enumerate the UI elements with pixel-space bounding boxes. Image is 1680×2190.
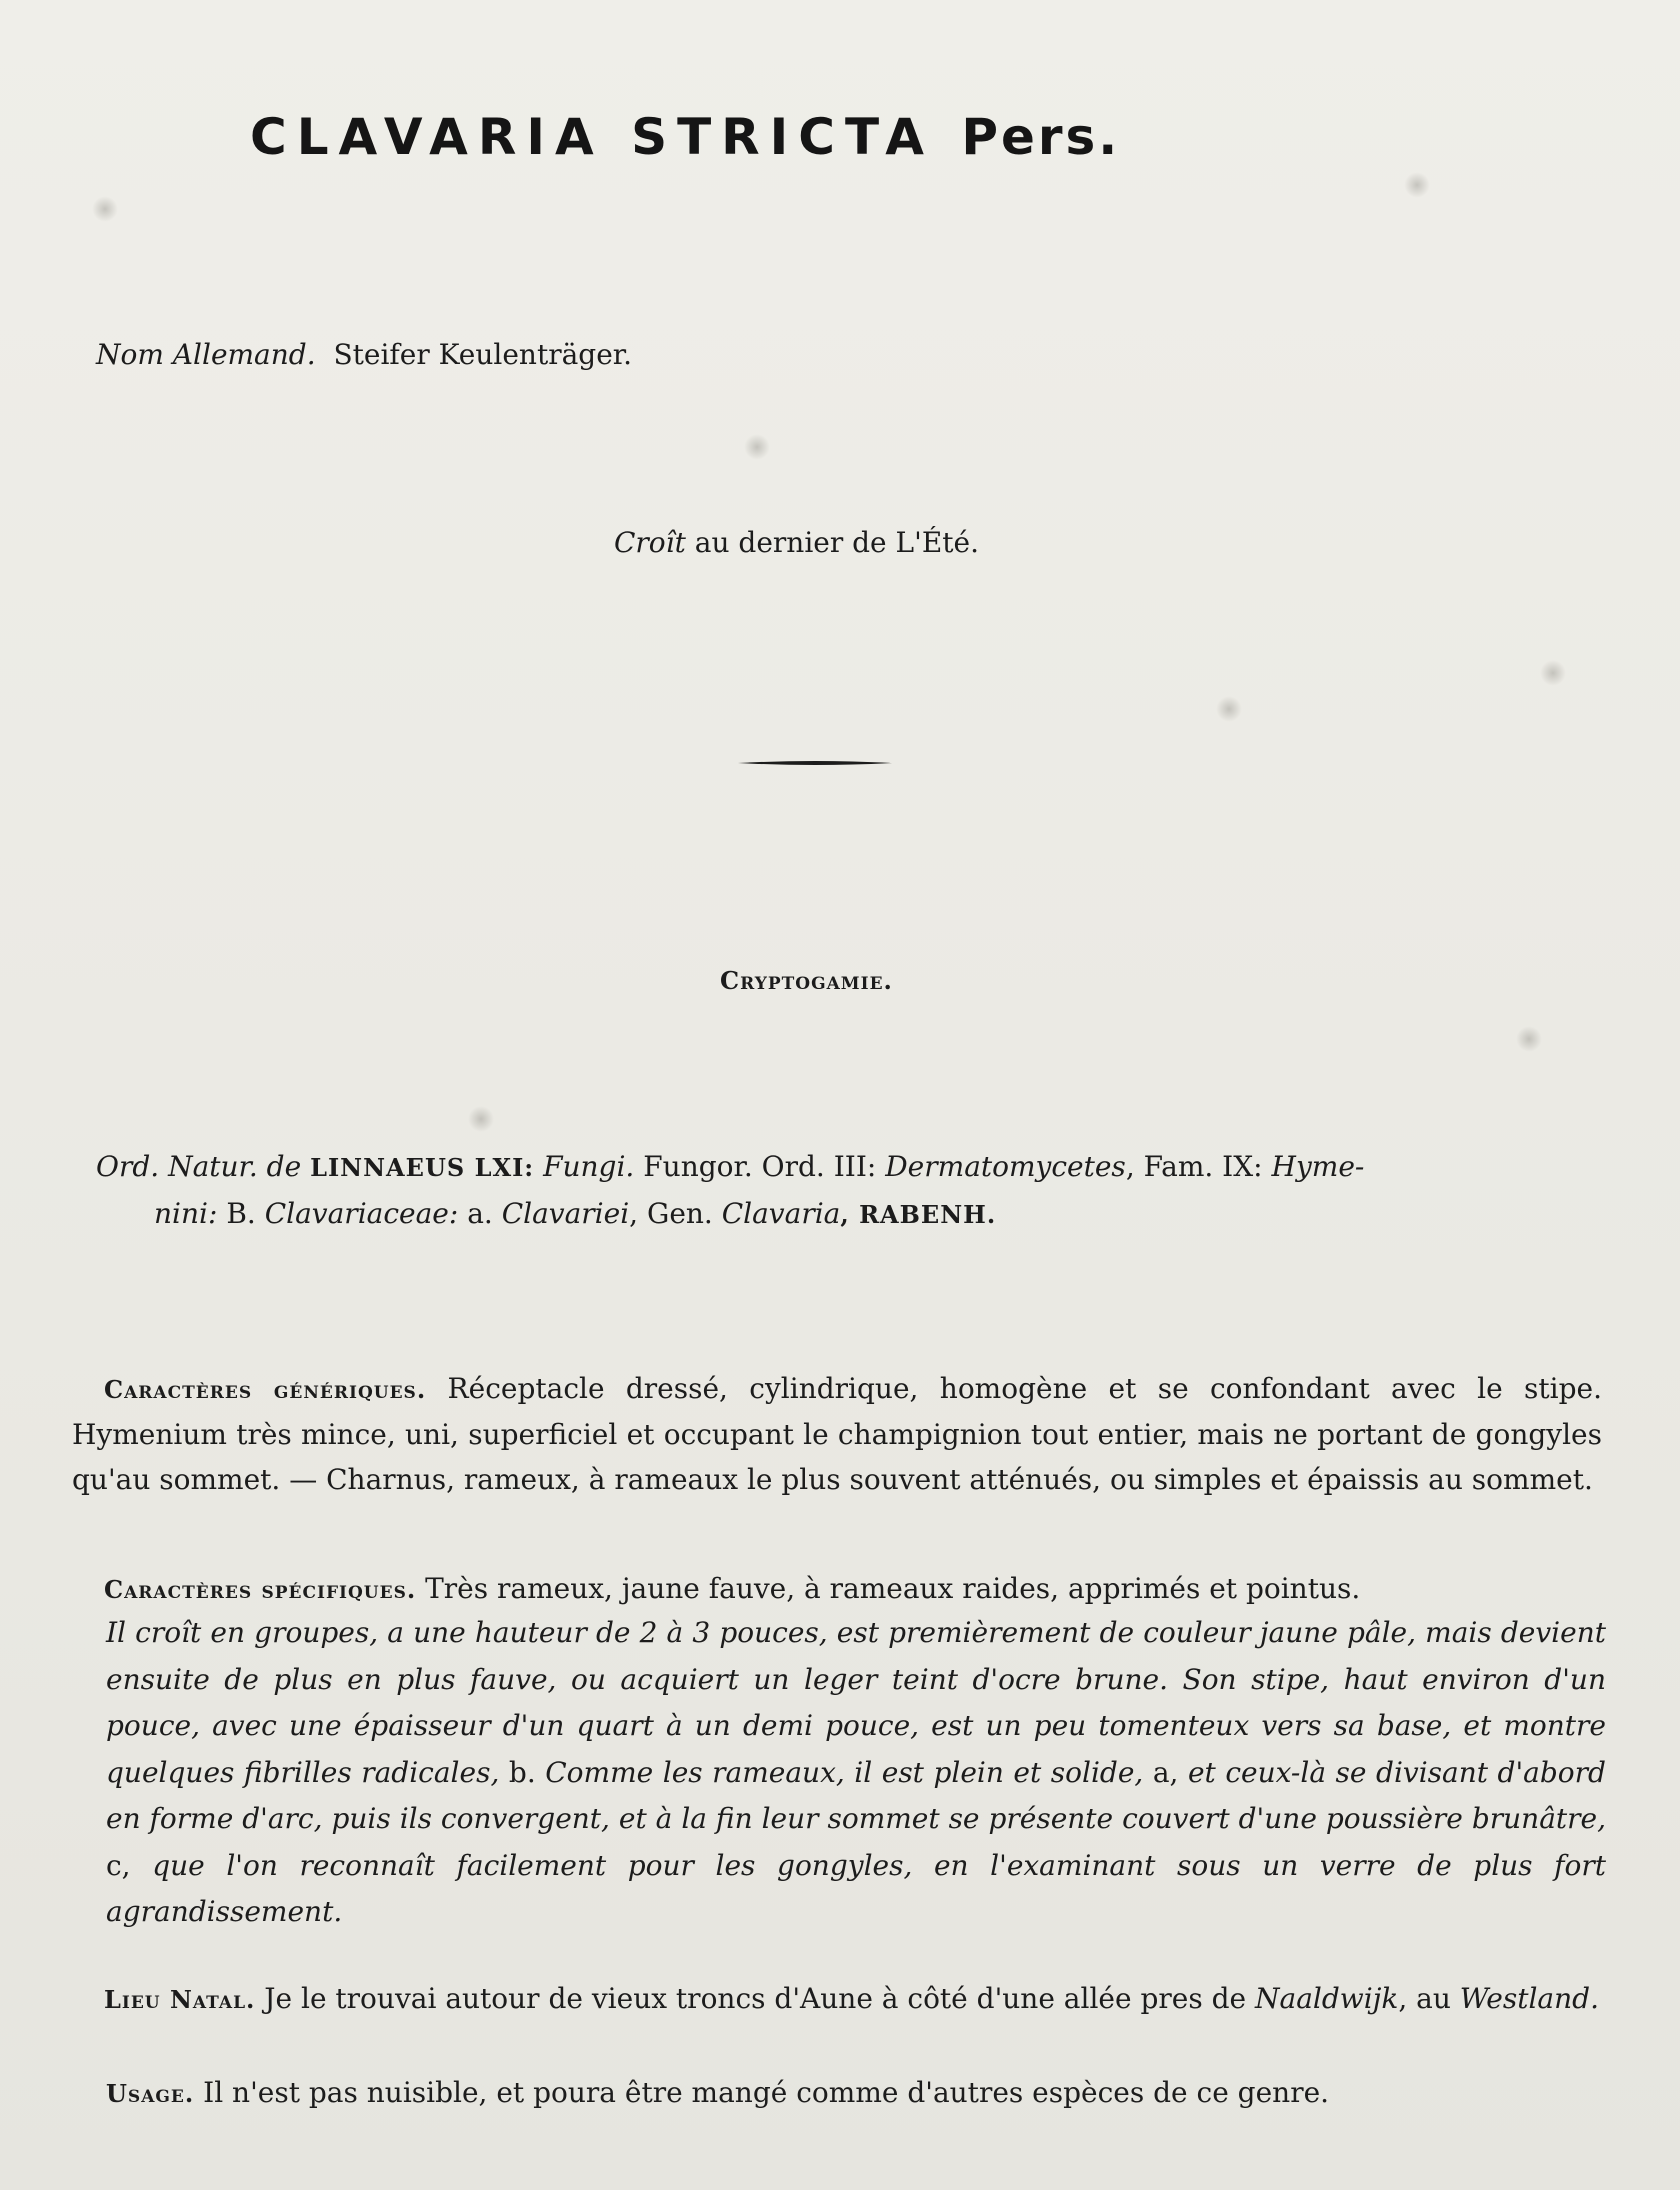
figure-ref-a: a,	[1152, 1755, 1179, 1789]
order-hymenini: Hyme-	[1271, 1150, 1365, 1183]
german-name	[96, 338, 632, 371]
foxing-spot	[1516, 1026, 1542, 1052]
ornamental-rule	[738, 758, 892, 768]
foxing-spot	[1216, 696, 1242, 722]
description-text: Comme les rameaux, il est plein et solide,	[545, 1755, 1144, 1789]
german-name-value: Steifer Keulenträger.	[333, 338, 632, 371]
habitat-text: Je le trouvai autour de vieux troncs d'Aune à côté d'une allée pres de	[264, 1982, 1247, 2015]
order-dermatomycetes: Dermatomycetes	[885, 1150, 1126, 1183]
description-text: Il croît en groupes, a une hauteur de 2 à 3 pouces, est premièrement de couleur jaune pâle, mais devient ensuite de plus en plus fauve, ou acquiert un leger teint d'ocre brune. Son stipe, haut environ d'un pouce, avec une épaisseur d'un quart à un demi pouce, est un peu tomenteux vers sa base, et montre quelques fibrilles radicales,	[106, 1616, 1606, 1789]
order-clavaria: Clavaria	[721, 1197, 841, 1230]
growth-season-italic: Croît	[614, 526, 686, 559]
figure-ref-c: c,	[106, 1848, 131, 1882]
order-text: a.	[467, 1197, 493, 1230]
foxing-spot	[1404, 172, 1430, 198]
usage-label: Usage.	[106, 2079, 195, 2108]
habitat-place-westland: Westland.	[1459, 1982, 1599, 2015]
order-hymenini-cont: nini:	[154, 1197, 218, 1230]
order-clavariei: Clavariei	[501, 1197, 630, 1230]
section-heading-cryptogamie: Cryptogamie.	[720, 966, 893, 995]
foxing-spot	[468, 1106, 494, 1132]
habitat-place-naaldwijk: Naaldwijk	[1255, 1982, 1399, 2015]
generic-text: Réceptacle dressé, cylindrique, homogène et se confondant avec le stipe. Hymenium très mince, uni, superficiel et occupant le champignion tout entier, mais ne portant de gongyles qu'au sommet. — Charnus, rameux, à rameaux le plus souvent atténués, ou simples et épaissis au sommet.	[72, 1372, 1603, 1496]
order-text: , Fam. IX:	[1125, 1150, 1263, 1183]
specific-text: Très rameux, jaune fauve, à rameaux raides, apprimés et pointus.	[425, 1572, 1361, 1605]
order-fungi: Fungi.	[543, 1150, 635, 1183]
usage	[106, 2070, 1606, 2116]
growth-season-text: au dernier de L'Été.	[694, 526, 979, 559]
habitat-text: , au	[1398, 1982, 1451, 2015]
figure-ref-b: b.	[508, 1755, 536, 1789]
german-name-label: Nom Allemand.	[96, 338, 316, 371]
specific-label: Caractères spécifiques.	[104, 1575, 417, 1604]
order-text: Fungor. Ord. III:	[643, 1150, 877, 1183]
order-text: B.	[226, 1197, 256, 1230]
order-text: , Gen.	[629, 1197, 713, 1230]
generic-label: Caractères génériques.	[104, 1375, 427, 1404]
specific-characters	[72, 1566, 1602, 1612]
order-clavariaceae: Clavariaceae:	[264, 1197, 459, 1230]
foxing-spot	[744, 434, 770, 460]
species-description	[106, 1610, 1606, 1936]
description-text: que l'on reconnaît facilement pour les gongyles, en l'examinant sous un verre de plus fort agrandissement.	[106, 1848, 1607, 1928]
habitat-label: Lieu Natal.	[104, 1985, 256, 2014]
order-line-2	[96, 1191, 1596, 1238]
growth-season	[614, 526, 979, 559]
title-author: Pers.	[961, 108, 1121, 166]
title-genus: CLAVARIA STRICTA	[250, 108, 934, 166]
foxing-spot	[92, 196, 118, 222]
usage-text: Il n'est pas nuisible, et poura être mangé comme d'autres espèces de ce genre.	[203, 2076, 1330, 2109]
natural-order	[96, 1144, 1596, 1238]
order-text: Ord. Natur. de	[96, 1150, 302, 1183]
foxing-spot	[1540, 660, 1566, 686]
description-text: et ceux-là se divisant d'abord en forme d'arc, puis ils convergent, et à la fin leur sommet se présente couvert d'une poussière brunâtre,	[106, 1755, 1606, 1835]
order-linnaeus: LINNAEUS LXI:	[310, 1153, 535, 1182]
order-rabenh: , RABENH.	[840, 1200, 997, 1229]
generic-characters	[72, 1366, 1602, 1502]
habitat	[72, 1976, 1602, 2022]
page-title	[250, 108, 1390, 166]
